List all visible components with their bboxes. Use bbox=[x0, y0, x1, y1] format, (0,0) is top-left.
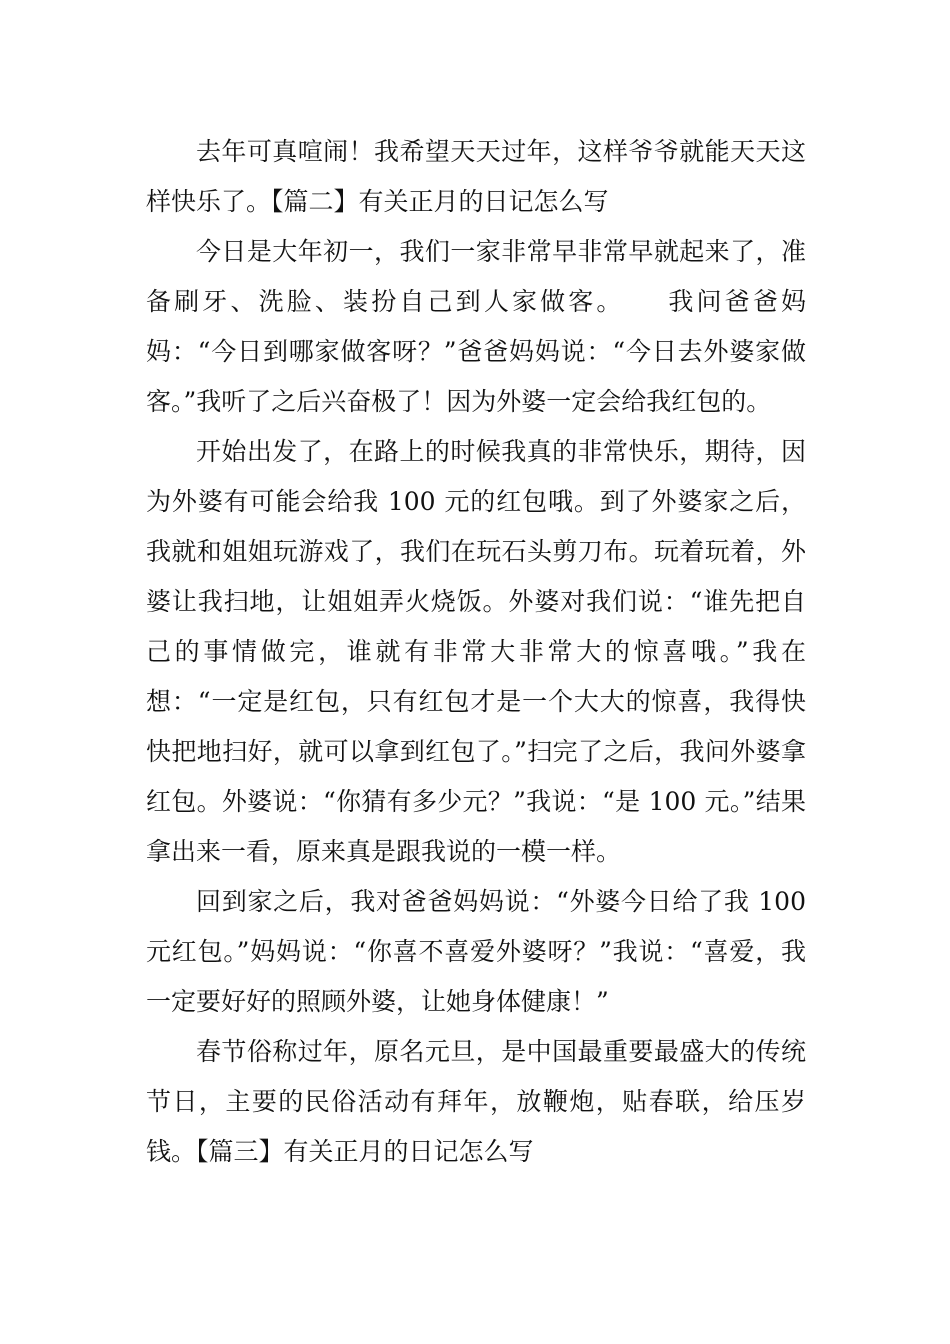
paragraph-4: 回到家之后，我对爸爸妈妈说：“外婆今日给了我 100 元红包。”妈妈说：“你喜不喜爱外婆呀？”我说：“喜爱，我一定要好好的照顾外婆，让她身体健康！” bbox=[146, 887, 806, 1016]
paragraph-2: 今日是大年初一，我们一家非常早非常早就起来了，准备刷牙、洗脸、装扮自己到人家做客。 我问爸爸妈妈：“今日到哪家做客呀？”爸爸妈妈说：“今日去外婆家做客。”我听了之后兴奋极了！因为外婆一定会给我红包的。 bbox=[146, 237, 806, 416]
document-body bbox=[146, 127, 806, 1177]
paragraph-1: 去年可真喧闹！我希望天天过年，这样爷爷就能天天这样快乐了。【篇二】有关正月的日记怎么写 bbox=[146, 137, 806, 216]
paragraph-3: 开始出发了，在路上的时候我真的非常快乐，期待，因为外婆有可能会给我 100 元的红包哦。到了外婆家之后，我就和姐姐玩游戏了，我们在玩石头剪刀布。玩着玩着，外婆让我扫地，让姐姐弄火烧饭。外婆对我们说：“谁先把自己的事情做完，谁就有非常大非常大的惊喜哦。”我在想：“一定是红包，只有红包才是一个大大的惊喜，我得快快把地扫好，就可以拿到红包了。”扫完了之后，我问外婆拿红包。外婆说：“你猜有多少元？”我说：“是 100 元。”结果拿出来一看，原来真是跟我说的一模一样。 bbox=[146, 437, 806, 866]
paragraph-5: 春节俗称过年，原名元旦，是中国最重要最盛大的传统节日，主要的民俗活动有拜年，放鞭炮，贴春联，给压岁钱。【篇三】有关正月的日记怎么写 bbox=[146, 1037, 806, 1166]
